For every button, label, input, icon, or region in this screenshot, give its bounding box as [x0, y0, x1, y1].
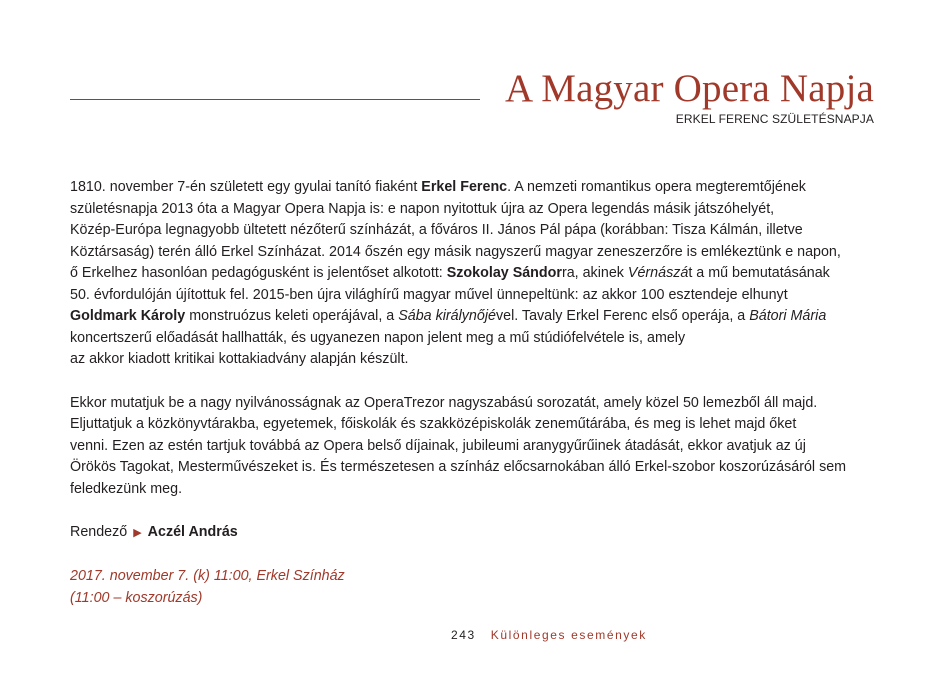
text-line: 1810. november 7-én született egy gyulai tanító fiaként Erkel Ferenc. A nemzeti romantikus opera megteremtőjének	[70, 179, 806, 195]
text-line: Köztársaság) terén álló Erkel Színházat. 2014 őszén egy másik nagyszerű magyar zeneszerzőre is emlékeztünk e napon,	[70, 243, 841, 260]
name-erkel-ferenc: Erkel Ferenc	[421, 179, 508, 195]
director-credit	[70, 522, 880, 545]
page-title: A Magyar Opera Napja	[505, 67, 874, 110]
title-rule	[70, 99, 480, 100]
text-line: ő Erkelhez hasonlóan pedagógusként is jelentőset alkotott: Szokolay Sándorra, akinek Vérnászát a mű bemutatásának	[70, 265, 830, 281]
text-line: Örökös Tagokat, Mesterművészeket is. És természetesen a színház előcsarnokában álló Erkel-szobor koszorúzásáról sem	[70, 459, 847, 475]
page-subtitle: ERKEL FERENC SZÜLETÉSNAPJA	[675, 112, 874, 126]
text-line: az akkor kiadott kritikai kottakiadvány alapján készült.	[70, 351, 409, 367]
name-szokolay-sandor: Szokolay Sándor	[446, 265, 562, 281]
page-footer	[451, 628, 647, 642]
text-line: Eljuttatjuk a közkönyvtárakba, egyetemek, főiskolák és szakközépiskolák zeneműtárába, és meg is lehet majd őket	[70, 416, 797, 432]
text-line: feledkezünk meg.	[70, 480, 183, 497]
text-line: Ekkor mutatjuk be a nagy nyilvánosságnak az OperaTrezor nagyszabású sorozatát, amely közel 50 lemezből áll majd.	[70, 394, 818, 411]
play-arrow-icon: ▶	[133, 527, 142, 539]
event-wreath-time: (11:00 – koszorúzás)	[70, 590, 203, 606]
work-title-vernasz: Vérnászá	[627, 265, 689, 281]
paragraph-spacer	[70, 371, 880, 393]
text-line: venni. Ezen az estén tartjuk továbbá az Opera belső díjainak, jubileumi aranygyűrűinek átadását, ekkor avatjuk az új	[70, 437, 806, 454]
text-line: Közép-Európa legnagyobb ültetett nézőterű színházát, a főváros II. János Pál pápa (korábban: Tisza Kálmán, illetve	[70, 222, 803, 238]
paragraph-history	[70, 177, 880, 371]
text-line: Goldmark Károly monstruózus keleti operájával, a Sába királynőjével. Tavaly Erkel Ferenc első operája, a Bátori Mária	[70, 308, 827, 324]
text-line: 50. évfordulóján újítottuk fel. 2015-ben újra világhírű magyar művel ünnepeltünk: az akkor 100 esztendeje elhunyt	[70, 286, 788, 303]
paragraph-spacer	[70, 500, 880, 522]
name-goldmark-karoly: Goldmark Károly	[70, 308, 186, 324]
event-datetime: 2017. november 7. (k) 11:00, Erkel Színház	[70, 568, 345, 584]
page-number: 243	[451, 628, 476, 642]
work-title-saba: Sába királynőjé	[398, 308, 496, 324]
article-body	[70, 177, 880, 545]
event-details	[70, 565, 345, 609]
paragraph-operatrezor	[70, 393, 880, 501]
section-name: Különleges események	[490, 628, 647, 642]
work-title-batori-maria: Bátori Mária	[749, 308, 827, 324]
text-line: születésnapja 2013 óta a Magyar Opera Napja is: e napon nyitottuk újra az Opera legendás másik játszóhelyét,	[70, 200, 775, 217]
credit-name: Aczél András	[147, 524, 238, 540]
text-line: koncertszerű előadását hallhatták, és ugyanezen napon jelent meg a mű stúdiófelvétele is, amely	[70, 329, 686, 346]
credit-role: Rendező	[70, 524, 128, 540]
